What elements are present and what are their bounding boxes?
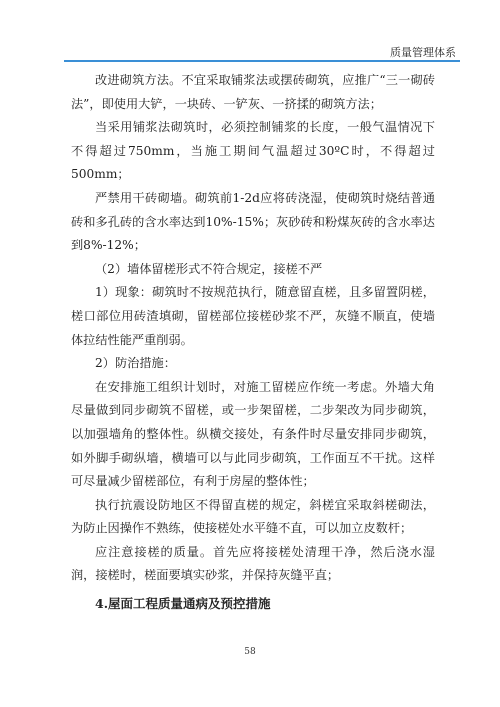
paragraph: 改进砌筑方法。不宜采取铺浆法或摆砖砌筑，应推广“三一砌砖法”，即使用大铲，一块砖、一铲灰、一挤揉的砌筑方法； (71, 73, 435, 111)
paragraph: 当采用铺浆法砌筑时，必须控制铺浆的长度，一般气温情况下不得超过750mm，当施工期间气温超过30ºC时，不得超过500mm； (71, 120, 435, 182)
paragraph: 执行抗震设防地区不得留直槎的规定，斜槎宜采取斜槎砌法，为防止因操作不熟练，使接槎处水平缝不直，可以加立皮数杆； (71, 497, 435, 536)
header-divider (64, 60, 460, 62)
header-title: 质量管理体系 (390, 46, 456, 59)
subsection-title: （2）墙体留槎形式不符合规定，接槎不严 (95, 261, 323, 276)
paragraph: 在安排施工组织计划时，对施工留槎应作统一考虑。外墙大角尽量做到同步砌筑不留槎，或一步架留槎，二步架改为同步砌筑，以加强墙角的整体性。纵横交接处，有条件时尽量安排同步砌筑，如外脚手砌纵墙，横墙可以与此同步砌筑，工作面互不干扰。这样可尽量减少留槎部位，有利于房屋的整体性； (71, 379, 435, 489)
document-body (71, 69, 435, 616)
paragraph: 应注意接槎的质量。首先应将接槎处清理干净，然后浇水湿润，接槎时，槎面要填实砂浆，并保持灰缝平直； (71, 544, 435, 583)
paragraph: 严禁用干砖砌墙。砌筑前1-2d应将砖浇湿，使砌筑时烧结普通砖和多孔砖的含水率达到10%-15%；灰砂砖和粉煤灰砖的含水率达到8%-12%； (71, 190, 435, 253)
section-heading: 4.屋面工程质量通病及预控措施 (95, 596, 271, 612)
paragraph: 2）防治措施： (95, 356, 176, 371)
paragraph: 1）现象：砌筑时不按规范执行，随意留直槎，且多留置阴槎，槎口部位用砖渣填砌，留槎部位接槎砂浆不严，灰缝不顺直，使墙体拉结性能严重削弱。 (71, 285, 435, 347)
page-number: 58 (244, 647, 256, 657)
